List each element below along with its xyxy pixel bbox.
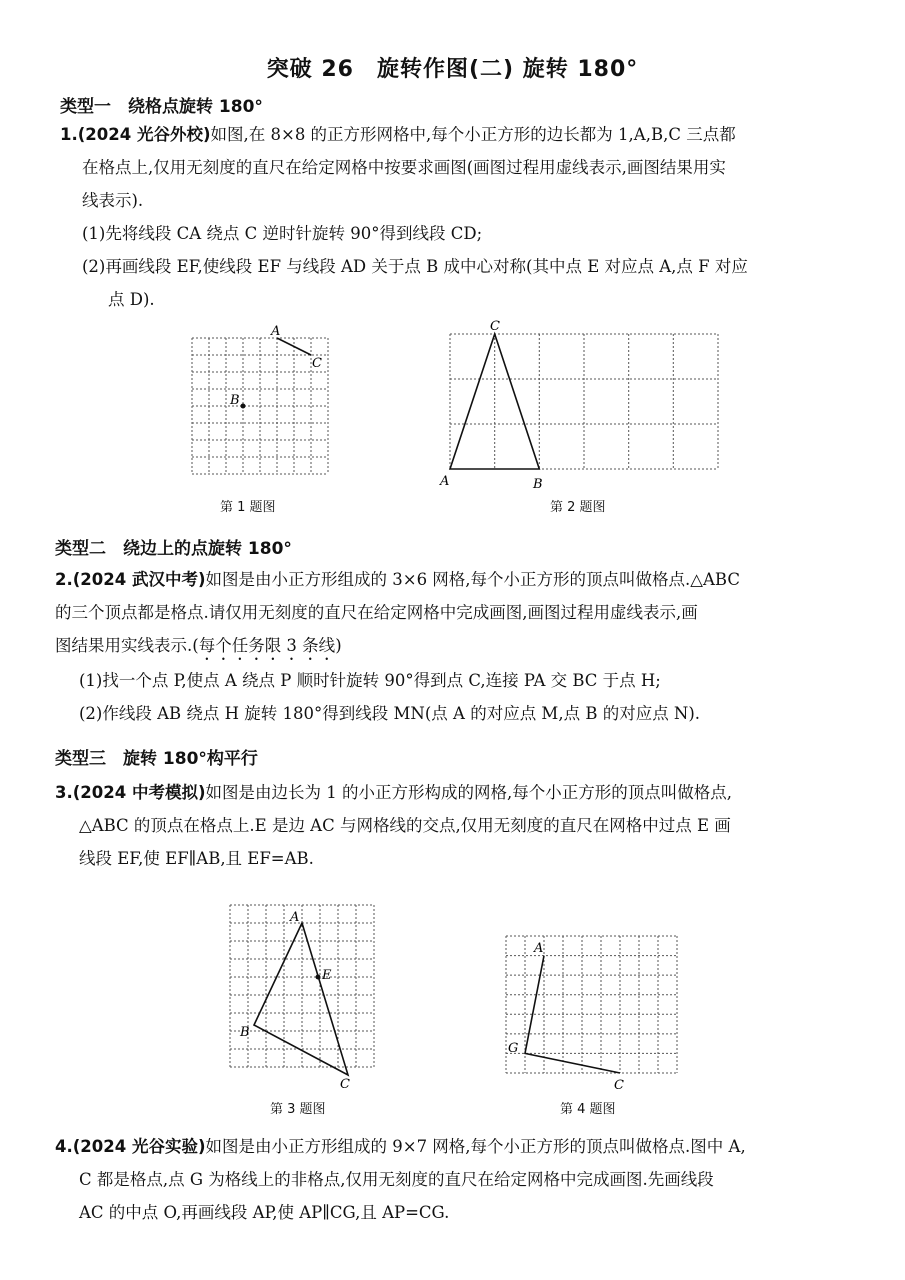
q1-task-1: (1)先将线段 CA 绕点 C 逆时针旋转 90°得到线段 CD; — [82, 224, 483, 243]
q2-number: 2. — [55, 570, 73, 589]
q1-task-2-cont: 点 D). — [108, 290, 155, 309]
caption-figure-1: 第 1 题图 — [220, 500, 276, 515]
label-c: C — [340, 1077, 350, 1092]
q1-source: (2024 光谷外校) — [77, 125, 211, 144]
q1-text: 如图,在 8×8 的正方形网格中,每个小正方形的边长都为 1,A,B,C 三点都 — [210, 125, 736, 144]
figure-1 — [180, 322, 340, 492]
segment-ac — [277, 338, 311, 355]
question-4 — [55, 1130, 855, 1229]
q3-text: 如图是由边长为 1 的小正方形构成的网格,每个小正方形的顶点叫做格点, — [205, 783, 732, 802]
label-a: A — [440, 474, 450, 489]
q2-source: (2024 武汉中考) — [72, 570, 206, 589]
label-a: A — [290, 910, 300, 925]
triangle-abc — [254, 923, 348, 1075]
question-1 — [60, 118, 850, 316]
figure-4 — [500, 928, 690, 1094]
caption-figure-4: 第 4 题图 — [560, 1102, 616, 1117]
label-a: A — [271, 324, 281, 339]
question-2 — [55, 563, 855, 730]
section-heading-2: 类型二 绕边上的点旋转 180° — [55, 539, 292, 559]
figure-2-grid — [450, 334, 718, 469]
caption-figure-2: 第 2 题图 — [550, 500, 606, 515]
figure-2 — [436, 318, 726, 494]
caption-figure-3: 第 3 题图 — [270, 1102, 326, 1117]
figure-3-grid — [230, 905, 374, 1067]
figure-4-grid — [506, 936, 677, 1073]
label-c: C — [312, 356, 322, 371]
label-c: C — [614, 1078, 624, 1093]
question-3 — [55, 776, 855, 875]
section-heading-3: 类型三 旋转 180°构平行 — [55, 749, 258, 769]
label-b: B — [533, 477, 543, 492]
q2-text-3: 图结果用实线表示.(每个任务限 3 条线) — [55, 636, 342, 655]
q1-task-2: (2)再画线段 EF,使线段 EF 与线段 AD 关于点 B 成中心对称(其中点 E 对应点 A,点 F 对应 — [82, 257, 748, 276]
q2-text-2: 的三个顶点都是格点.请仅用无刻度的直尺在给定网格中完成画图,画图过程用虚线表示,画 — [55, 603, 698, 622]
q4-number: 4. — [55, 1137, 73, 1156]
q3-text-2: △ABC 的顶点在格点上.E 是边 AC 与网格线的交点,仅用无刻度的直尺在网格中过点 E 画 — [79, 816, 731, 835]
q3-number: 3. — [55, 783, 73, 802]
label-b: B — [240, 1025, 250, 1040]
q1-text-3: 线表示). — [82, 191, 144, 210]
q4-text-3: AC 的中点 O,再画线段 AP,使 AP∥CG,且 AP=CG. — [79, 1203, 450, 1222]
q2-task-2: (2)作线段 AB 绕点 H 旋转 180°得到线段 MN(点 A 的对应点 M,点 B 的对应点 N). — [79, 704, 701, 723]
q2-text: 如图是由小正方形组成的 3×6 网格,每个小正方形的顶点叫做格点.△ABC — [205, 570, 740, 589]
label-c: C — [490, 319, 500, 334]
label-e: E — [322, 968, 332, 983]
q4-text-2: C 都是格点,点 G 为格线上的非格点,仅用无刻度的直尺在给定网格中完成画图.先画线段 — [79, 1170, 714, 1189]
label-g: G — [508, 1041, 519, 1056]
page-title: 突破 26 旋转作图(二) 旋转 180° — [266, 57, 639, 82]
point-b — [241, 404, 246, 409]
q4-text: 如图是由小正方形组成的 9×7 网格,每个小正方形的顶点叫做格点.图中 A, — [205, 1137, 746, 1156]
q3-source: (2024 中考模拟) — [72, 783, 206, 802]
figure-1-grid — [192, 338, 328, 474]
q1-number: 1. — [60, 125, 78, 144]
section-heading-1: 类型一 绕格点旋转 180° — [60, 97, 263, 117]
q1-text-2: 在格点上,仅用无刻度的直尺在给定网格中按要求画图(画图过程用虚线表示,画图结果用实 — [82, 158, 726, 177]
q2-task-1: (1)找一个点 P,使点 A 绕点 P 顺时针旋转 90°得到点 C,连接 PA 交 BC 于点 H; — [79, 671, 661, 690]
q2-emphasis: 每个任务限 3 条线 — [198, 636, 336, 655]
label-b: B — [230, 393, 240, 408]
figure-3 — [218, 895, 388, 1095]
point-e — [316, 975, 321, 980]
q3-text-3: 线段 EF,使 EF∥AB,且 EF=AB. — [79, 849, 314, 868]
q4-source: (2024 光谷实验) — [72, 1137, 206, 1156]
label-a: A — [534, 941, 544, 956]
